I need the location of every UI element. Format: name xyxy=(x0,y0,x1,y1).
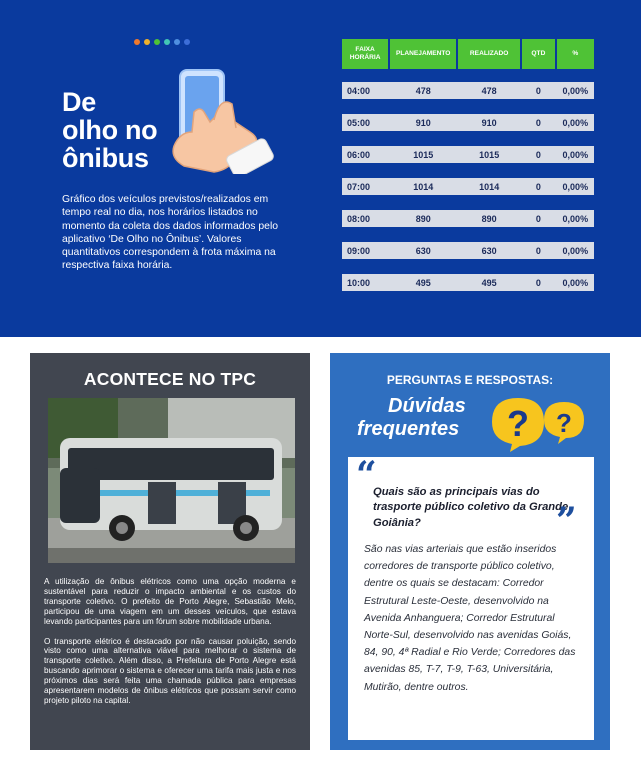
news-paragraph: O transporte elétrico é destacado por não causar poluição, sendo visto como uma alternativa viável para melhorar o sistema de transporte coletivo. Além disso, a Prefeitura de Porto Alegre está buscando aprimorar o sistema e oferecer uma tarifa mais justa e nos próximos dias será feita uma chamada pública para empresas apresentarem modelos de ônibus elétricos que possam servir como projeto piloto na capital. xyxy=(44,636,296,705)
table-cell: 910 xyxy=(415,117,431,128)
table-cell: 1015 xyxy=(479,149,500,160)
table-cell: 05:00 xyxy=(347,117,371,128)
table-row xyxy=(342,210,594,227)
table-cell: 0 xyxy=(535,85,541,96)
table-cell: 0 xyxy=(535,181,541,192)
question-bubbles-icon xyxy=(488,394,586,452)
table-cell: 10:00 xyxy=(347,277,371,288)
table-cell: 09:00 xyxy=(347,245,371,256)
news-panel xyxy=(30,353,310,750)
table-cell: 890 xyxy=(415,213,431,224)
table-cell: 0,00% xyxy=(562,277,589,288)
table-cell: 0 xyxy=(535,117,541,128)
news-body xyxy=(44,577,296,716)
svg-text:?: ? xyxy=(556,408,572,438)
table-row xyxy=(342,178,594,195)
table-cell: 07:00 xyxy=(347,181,371,192)
close-quote-icon: ” xyxy=(556,500,577,542)
faq-title-line2: frequentes xyxy=(357,418,460,440)
decorative-dot xyxy=(144,39,150,45)
title-line: ônibus xyxy=(62,143,149,173)
table-cell: 0 xyxy=(535,277,541,288)
table-cell: 910 xyxy=(481,117,497,128)
table-cell: 0,00% xyxy=(562,213,589,224)
hand-phone-icon xyxy=(170,66,280,174)
open-quote-icon: “ xyxy=(356,454,377,496)
decorative-dot xyxy=(154,39,160,45)
table-cell: 0,00% xyxy=(562,117,589,128)
faq-panel xyxy=(330,353,610,750)
header-description: Gráfico dos veículos previstos/realizados em tempo real no dia, nos horários listados no momento da coleta dos dados informados pelo aplicativo ‘De Olho no Ônibus’. Valores quantitativos correspondem à frota máxima na respectiva faixa horária. xyxy=(62,194,279,272)
faq-answer: São nas vias arteriais que estão inseridos corredores de transporte público coletivo, dentre os quais se destacam: Corredor Estrutural Leste-Oeste, desenvolvido na Avenida Anhanguera; Corredor Estrutural Norte-Sul, desenvolvido nas avenidas Goiás, 84, 90, 4ª Radial e Rio Verde; Corredores das avenidas 85, T-7, T-9, T-63, Universitária, Mutirão, dentre outros. xyxy=(364,544,576,693)
svg-text:?: ? xyxy=(507,403,529,444)
table-cell: 890 xyxy=(481,213,497,224)
table-cell: 0 xyxy=(535,213,541,224)
column-header: FAIXA HORÁRIA xyxy=(342,39,388,69)
table-cell: 0 xyxy=(535,245,541,256)
table-cell: 04:00 xyxy=(347,85,371,96)
news-paragraph: A utilização de ônibus elétricos como uma opção moderna e sustentável para reduzir o impacto ambiental e os custos do transporte coletivo. O prefeito de Porto Alegre, Sebastião Melo, participou de uma viagem em um desses veículos, que estava levando participantes para um fórum sobre mobilidade urbana. xyxy=(44,577,296,626)
table-cell: 0,00% xyxy=(562,245,589,256)
decorative-dot xyxy=(164,39,170,45)
faq-heading: PERGUNTAS E RESPOSTAS: xyxy=(386,373,554,387)
table-row xyxy=(342,146,594,163)
decorative-dot xyxy=(134,39,140,45)
table-header xyxy=(342,39,594,69)
decorative-dot xyxy=(174,39,180,45)
page-title xyxy=(62,88,157,172)
electric-bus-photo xyxy=(48,398,295,563)
table-cell: 0,00% xyxy=(562,85,589,96)
table-cell: 495 xyxy=(481,277,497,288)
table-row xyxy=(342,242,594,259)
title-line: De xyxy=(62,87,96,117)
table-row xyxy=(342,114,594,131)
column-header: REALIZADO xyxy=(458,39,520,69)
column-header: PLANEJAMENTO xyxy=(390,39,456,69)
table-cell: 0,00% xyxy=(562,181,589,192)
decorative-dot xyxy=(184,39,190,45)
column-header: QTD xyxy=(522,39,554,69)
table-cell: 08:00 xyxy=(347,213,371,224)
fleet-table xyxy=(342,39,594,291)
table-row xyxy=(342,82,594,99)
table-cell: 0 xyxy=(535,149,541,160)
header-section xyxy=(0,0,641,337)
table-cell: 1014 xyxy=(479,181,500,192)
table-cell: 478 xyxy=(415,85,431,96)
table-cell: 1014 xyxy=(413,181,434,192)
table-cell: 630 xyxy=(415,245,431,256)
table-cell: 06:00 xyxy=(347,149,371,160)
table-cell: 0,00% xyxy=(562,149,589,160)
table-cell: 495 xyxy=(415,277,431,288)
table-cell: 478 xyxy=(481,85,497,96)
faq-card xyxy=(348,454,594,740)
table-row xyxy=(342,274,594,291)
table-cell: 1015 xyxy=(413,149,434,160)
news-title: ACONTECE NO TPC xyxy=(83,369,257,389)
faq-question: Quais são as principais vias do trasporte público coletivo da Grande Goiânia? xyxy=(373,486,569,529)
faq-title-line1: Dúvidas xyxy=(388,395,466,417)
decorative-dots xyxy=(134,39,190,45)
table-cell: 630 xyxy=(481,245,497,256)
title-line: olho no xyxy=(62,115,158,145)
column-header: % xyxy=(557,39,594,69)
table-body xyxy=(342,82,594,291)
